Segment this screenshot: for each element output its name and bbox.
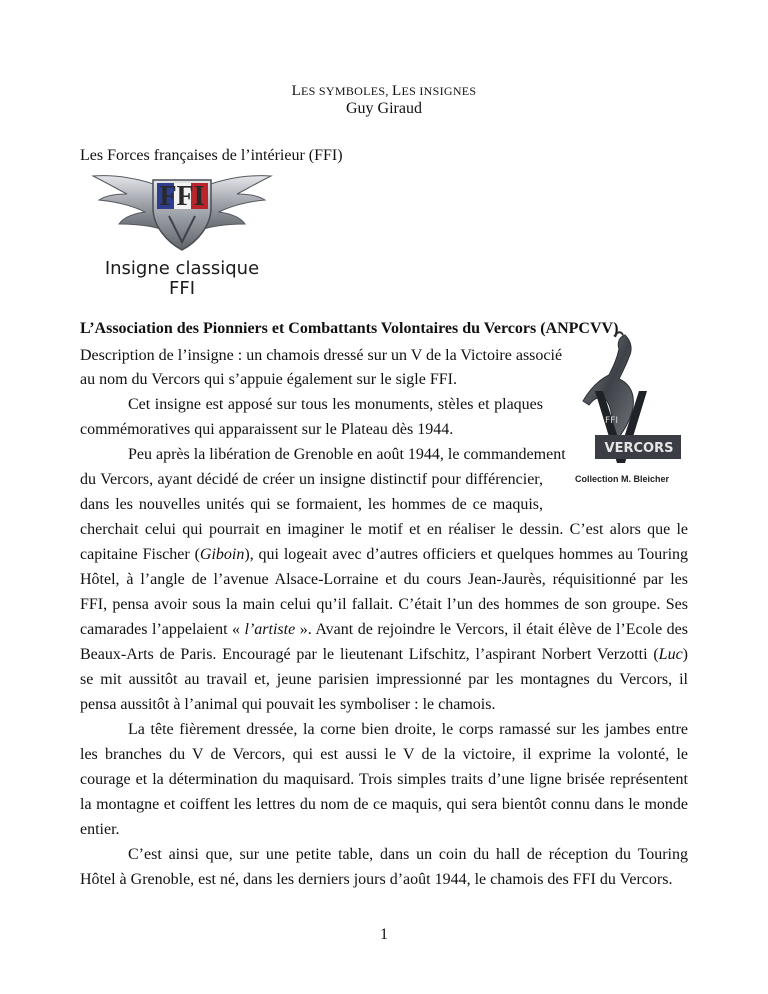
text-run: camarades l’appelaient « <box>80 621 245 638</box>
paragraph-line: entier. <box>80 821 120 838</box>
chamois-letters: FFI <box>605 416 619 426</box>
paragraph-line: FFI, pensa avoir sous la main celui qu’il fallait. C’était l’un des hommes de son groupe. Ses <box>80 596 688 613</box>
text-run: ». Avant de rejoindre le Vercors, il était élève de l’Ecole des <box>295 621 689 638</box>
title-part: ES SYMBOLES <box>301 84 386 98</box>
paragraph-line: La tête fièrement dressée, la corne bien droite, le corps ramassé sur les jambes entre <box>128 721 688 738</box>
page-number: 1 <box>380 926 388 943</box>
paragraph-line: du Vercors, ayant décidé de créer un insigne distinctif pour différencier, <box>80 471 543 488</box>
text-run: Beaux-Arts de Paris. Encouragé par le lieutenant Lifschitz, l’aspirant Norbert Verzotti ( <box>80 646 659 663</box>
badge-caption-line2: FFI <box>168 278 195 299</box>
image-credit: Collection M. Bleicher <box>575 474 670 484</box>
italic-name: Giboin <box>199 546 245 563</box>
paragraph-line: Description de l’insigne : un chamois dressé sur un V de la Victoire associé <box>80 347 563 364</box>
section-heading-anpcvv: L’Association des Pionniers et Combattants Volontaires du Vercors (ANPCVV) <box>80 320 619 337</box>
chamois-badge-image <box>555 331 685 471</box>
paragraph-line: C’est ainsi que, sur une petite table, dans un coin du hall de réception du Touring <box>128 846 688 863</box>
paragraph-line: cherchait celui qui pourrait en imaginer le motif et en réaliser le dessin. C’est alors que le <box>80 521 688 538</box>
italic-name: l’artiste <box>244 621 296 638</box>
document-title <box>0 83 768 100</box>
title-separator: , <box>385 84 392 98</box>
paragraph-line: Hôtel à Grenoble, est né, dans les derniers jours d’août 1944, le chamois des FFI du Vercors. <box>80 871 673 888</box>
text-run: capitaine Fischer ( <box>80 546 200 563</box>
section-heading-ffi: Les Forces françaises de l’intérieur (FFI) <box>80 147 343 164</box>
text-run: ), qui logeait avec d’autres officiers et quelques hommes au Touring <box>244 546 689 563</box>
badge-caption-line1: Insigne classique <box>104 258 260 279</box>
paragraph-line: courage et la détermination du maquisard. Trois simples traits d’une ligne brisée représentent <box>80 771 688 788</box>
paragraph-line: Cet insigne est apposé sur tous les monuments, stèles et plaques <box>128 396 543 413</box>
paragraph-line: se mit aussitôt au travail et, jeune parisien impressionné par les montagnes du Vercors, il <box>80 671 688 688</box>
paragraph-line <box>80 546 688 564</box>
title-part: ES INSIGNES <box>401 84 477 98</box>
italic-name: Luc <box>658 646 683 663</box>
chamois-word: VERCORS <box>604 441 674 456</box>
paragraph-line: Peu après la libération de Grenoble en août 1944, le commandement <box>128 446 566 463</box>
ffi-badge-image <box>89 168 275 299</box>
paragraph-line: pensa aussitôt à l’animal qui pouvait les symboliser : le chamois. <box>80 696 496 713</box>
text-run: ) <box>682 646 688 663</box>
paragraph-line <box>80 621 688 639</box>
paragraph-line: la montagne et coiffent les lettres du nom de ce maquis, qui sera bientôt connu dans le monde <box>80 796 688 813</box>
paragraph-line: les branches du V de Vercors, qui est aussi le V de la victoire, il exprime la volonté, le <box>80 746 688 763</box>
badge-letters: FFI <box>159 181 205 212</box>
paragraph-line <box>80 646 688 664</box>
title-initial: L <box>391 83 402 99</box>
paragraph-line: commémoratives qui apparaissent sur le Plateau dès 1944. <box>80 421 454 438</box>
author-name: Guy Giraud <box>346 100 422 117</box>
title-initial: L <box>291 83 302 99</box>
paragraph-line: au nom du Vercors qui s’appuie également sur le sigle FFI. <box>80 371 457 388</box>
chamois-icon <box>555 331 685 471</box>
paragraph-line: Hôtel, à l’angle de l’avenue Alsace-Lorraine et du cours Jean-Jaurès, réquisitionné par les <box>80 571 688 588</box>
paragraph-line: dans les nouvelles unités qui se formaient, les hommes de ce maquis, <box>80 496 543 513</box>
winged-badge-icon <box>89 168 275 256</box>
